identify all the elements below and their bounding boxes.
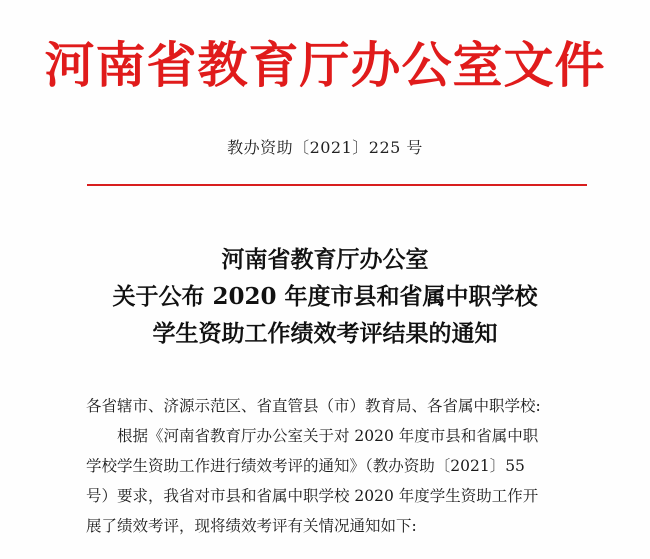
body-line: 号）要求，我省对市县和省属中职学校 2020 年度学生资助工作开	[86, 487, 539, 505]
body-line: 学校学生资助工作进行绩效考评的通知》（教办资助〔2021〕55	[86, 457, 525, 475]
document-masthead	[0, 34, 650, 96]
document-number: 教办资助〔2021〕225 号	[227, 138, 423, 157]
red-divider-line	[87, 184, 587, 186]
title-line-2: 关于公布 2020 年度市县和省属中职学校	[112, 283, 538, 310]
body-line: 根据《河南省教育厅办公室关于对 2020 年度市县和省属中职	[117, 427, 539, 445]
title-line-1: 河南省教育厅办公室	[221, 246, 429, 273]
document-title	[0, 241, 650, 352]
salutation: 各省辖市、济源示范区、省直管县（市）教育局、各省属中职学校:	[86, 397, 541, 415]
masthead-title: 河南省教育厅办公室文件	[44, 36, 606, 94]
title-line-3: 学生资助工作绩效考评结果的通知	[152, 320, 498, 347]
body-line: 展了绩效考评，现将绩效考评有关情况通知如下:	[86, 517, 417, 535]
document-body	[86, 391, 586, 541]
